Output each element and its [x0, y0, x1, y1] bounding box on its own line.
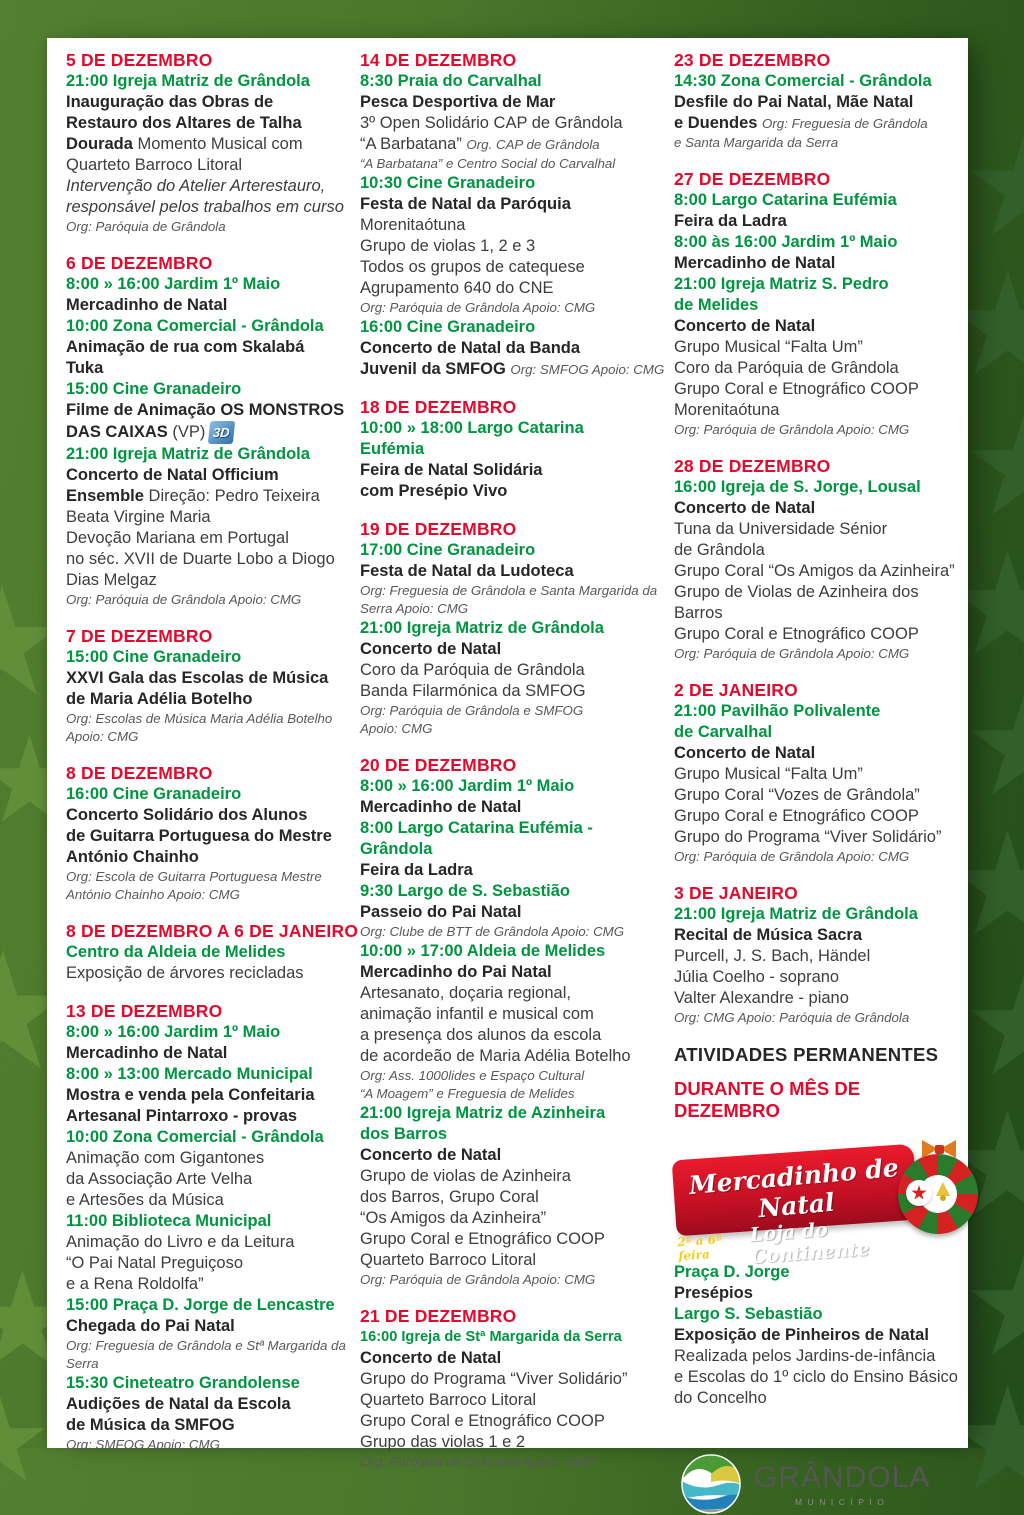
permanent-line: do Concelho [674, 1389, 767, 1407]
event-line: Recital de Música Sacra [674, 926, 863, 944]
event-section [360, 397, 662, 502]
event-line: Restauro dos Altares de Talha [66, 114, 302, 132]
event-line: Filme de Animação OS MONSTROS [66, 401, 345, 419]
star-decoration [968, 690, 1024, 805]
event-line: de Música da SMFOG [66, 1416, 235, 1434]
event-line: “O Pai Natal Preguiçoso [66, 1254, 243, 1272]
permanent-line: Realizada pelos Jardins-de-infância [674, 1347, 936, 1365]
event-section [360, 1306, 662, 1471]
event-line: Coro da Paróquia de Grândola [360, 661, 585, 679]
event-line: de Grândola [674, 541, 765, 559]
date-heading: 2 DE JANEIRO [674, 680, 798, 700]
text-run: “A Barbatana” [360, 135, 467, 153]
event-line: Org: Paróquia de Grândola Apoio: CMG [66, 592, 302, 607]
event-line: Todos os grupos de catequese [360, 258, 585, 276]
event-line: Centro da Aldeia de Melides [66, 943, 286, 961]
event-section [674, 680, 964, 866]
event-line [66, 486, 358, 507]
event-line: Org: Paróquia de Grândola Apoio: CMG [360, 1272, 596, 1287]
events-column-3 [674, 50, 964, 1515]
text-run: Direção: Pedro Teixeira [148, 487, 320, 505]
event-line: Org: Paróquia de Grândola Apoio: CMG [674, 849, 910, 864]
event-line: Animação do Livro e da Leitura [66, 1233, 295, 1251]
event-line: 21:00 Igreja Matriz de Azinheira [360, 1104, 606, 1122]
event-line: 15:30 Cineteatro Grandolense [66, 1374, 300, 1392]
event-line: Beata Virgine Maria [66, 508, 211, 526]
date-heading: 14 DE DEZEMBRO [360, 50, 517, 70]
event-line: Concerto de Natal [360, 1349, 502, 1367]
event-line: Concerto de Natal [674, 499, 816, 517]
event-line: “A Moagem” e Freguesia de Melides [360, 1086, 575, 1101]
event-line: Apoio: CMG [66, 729, 139, 744]
event-line: responsável pelos trabalhos em curso [66, 198, 344, 216]
event-line: XXVI Gala das Escolas de Música [66, 669, 329, 687]
text-run: Juvenil da SMFOG [360, 360, 511, 378]
event-line: Passeio do Pai Natal [360, 903, 522, 921]
event-line: 10:00 » 18:00 Largo Catarina [360, 419, 584, 437]
event-line: Chegada do Pai Natal [66, 1317, 235, 1335]
event-line: Grupo de violas 1, 2 e 3 [360, 237, 536, 255]
event-line: de Melides [674, 296, 759, 314]
event-line: Serra [66, 1356, 99, 1371]
event-line: Pesca Desportiva de Mar [360, 93, 556, 111]
ribbon-shape [672, 1144, 919, 1269]
event-section [674, 50, 964, 152]
event-line: dos Barros, Grupo Coral [360, 1188, 539, 1206]
event-line: Festa de Natal da Paróquia [360, 195, 571, 213]
wreath-icon [898, 1154, 978, 1234]
event-line: Feira de Natal Solidária [360, 461, 543, 479]
date-heading: 3 DE JANEIRO [674, 883, 798, 903]
event-line: 11:00 Biblioteca Municipal [66, 1212, 272, 1230]
event-line: Org: Paróquia de Grândola [66, 219, 226, 234]
event-line: 10:00 Zona Comercial - Grândola [66, 317, 324, 335]
date-heading: 28 DE DEZEMBRO [674, 456, 831, 476]
event-line: Feira da Ladra [674, 212, 787, 230]
event-line: Dias Melgaz [66, 571, 157, 589]
event-line: Inauguração das Obras de [66, 93, 274, 111]
event-line: Org: Paróquia de Grândola Apoio: CMG [674, 646, 910, 661]
event-line: Morenitaótuna [674, 401, 780, 419]
event-line: 8:00 » 16:00 Jardim 1º Maio [360, 777, 575, 795]
text-run: DAS CAIXAS [66, 423, 173, 441]
event-line: Org: SMFOG Apoio: CMG [66, 1437, 220, 1452]
grandola-logo [680, 1453, 964, 1515]
event-line: e a Rena Roldolfa” [66, 1275, 204, 1293]
event-section [66, 626, 358, 746]
date-heading: 8 DE DEZEMBRO A 6 DE JANEIRO [66, 921, 359, 941]
event-line: Org: Paróquia de Grândola Apoio: CMG [360, 300, 596, 315]
event-line: 8:00 » 16:00 Jardim 1º Maio [66, 1023, 281, 1041]
event-section [66, 921, 358, 984]
event-line: Artesanato, doçaria regional, [360, 984, 571, 1002]
event-line: Org: Escola de Guitarra Portuguesa Mestre [66, 869, 322, 884]
event-line: Quarteto Barroco Litoral [66, 156, 243, 174]
permanent-line: e Escolas do 1º ciclo do Ensino Básico [674, 1368, 958, 1386]
date-heading: 20 DE DEZEMBRO [360, 755, 517, 775]
events-column-1 [66, 50, 358, 1471]
event-line: Quarteto Barroco Litoral [360, 1251, 537, 1269]
star-decoration [968, 410, 1024, 525]
event-line: 10:00 » 17:00 Aldeia de Melides [360, 942, 606, 960]
text-run: Org: Freguesia de Grândola [762, 116, 928, 131]
event-section [66, 763, 358, 904]
date-heading: 5 DE DEZEMBRO [66, 50, 213, 70]
event-line: de acordeão de Maria Adélia Botelho [360, 1047, 631, 1065]
event-line [360, 359, 665, 380]
event-line: Org: Paróquia de Grândola Apoio: CMG [360, 1454, 596, 1469]
banner-schedule: 2ª a 6ª feira [676, 1232, 723, 1264]
event-line: 21:00 Igreja Matriz de Grândola [674, 905, 918, 923]
event-line: Concerto de Natal [674, 317, 816, 335]
event-line: “Os Amigos da Azinheira” [360, 1209, 547, 1227]
permanent-activities-subheading: DURANTE O MÊS DE DEZEMBRO [674, 1078, 861, 1121]
event-line: com Presépio Vivo [360, 482, 508, 500]
event-line: Valter Alexandre - piano [674, 989, 849, 1007]
event-line: Grupo Coral e Etnográfico COOP [360, 1412, 605, 1430]
event-line: Tuna da Universidade Sénior [674, 520, 888, 538]
event-line: Mercadinho do Pai Natal [360, 963, 552, 981]
event-section [360, 50, 665, 380]
event-line: Feira da Ladra [360, 861, 473, 879]
event-line: 16:00 Cine Granadeiro [66, 785, 242, 803]
permanent-activities-heading: ATIVIDADES PERMANENTES [674, 1044, 939, 1065]
event-line: Júlia Coelho - soprano [674, 968, 840, 986]
event-line: Grupo Coral “Os Amigos da Azinheira” [674, 562, 955, 580]
event-line [360, 134, 662, 155]
events-column-2 [360, 50, 665, 1488]
event-line: 21:00 Igreja Matriz de Grândola [66, 445, 310, 463]
event-line: 14:30 Zona Comercial - Grândola [674, 72, 932, 90]
grandola-emblem-icon [680, 1453, 742, 1515]
event-line: Grupo Coral e Etnográfico COOP [674, 807, 919, 825]
event-line: de Guitarra Portuguesa do Mestre [66, 827, 332, 845]
event-line: Grândola [360, 840, 433, 858]
event-line: Grupo de violas de Azinheira [360, 1167, 571, 1185]
event-line: dos Barros [360, 1125, 448, 1143]
event-line: 15:00 Cine Granadeiro [66, 380, 242, 398]
event-line: Org: Ass. 1000lides e Espaço Cultural [360, 1068, 585, 1083]
event-line: 3º Open Solidário CAP de Grândola [360, 114, 623, 132]
event-section [674, 456, 964, 663]
bow-icon [922, 1140, 956, 1162]
event-line: e Artesões da Música [66, 1191, 224, 1209]
event-line: Apoio: CMG [360, 721, 433, 736]
event-line: Animação com Gigantones [66, 1149, 265, 1167]
date-heading: 19 DE DEZEMBRO [360, 519, 517, 539]
event-line: Concerto de Natal [360, 1146, 502, 1164]
event-line: Mercadinho de Natal [674, 254, 836, 272]
event-line: 8:00 Largo Catarina Eufémia - [360, 819, 593, 837]
event-line: 8:00 » 16:00 Jardim 1º Maio [66, 275, 281, 293]
star-decoration [968, 1250, 1024, 1365]
program-sheet [47, 38, 968, 1507]
event-line: Concerto Solidário dos Alunos [66, 806, 308, 824]
event-line: Desfile do Pai Natal, Mãe Natal [674, 93, 914, 111]
event-line: a presença dos alunos da escola [360, 1026, 602, 1044]
event-section [360, 519, 662, 738]
permanent-line: Exposição de Pinheiros de Natal [674, 1326, 929, 1344]
event-line: 21:00 Igreja Matriz de Grândola [66, 72, 310, 90]
event-line: 16:00 Igreja de S. Jorge, Lousal [674, 478, 921, 496]
event-line: Exposição de árvores recicladas [66, 964, 304, 982]
event-line: de Carvalhal [674, 723, 773, 741]
event-line: 17:00 Cine Granadeiro [360, 541, 536, 559]
event-line: Grupo do Programa “Viver Solidário” [674, 828, 942, 846]
event-line: Grupo Coral e Etnográfico COOP [360, 1230, 605, 1248]
permanent-line: Presépios [674, 1284, 753, 1302]
event-line: Quarteto Barroco Litoral [360, 1391, 537, 1409]
event-line: Concerto de Natal Officium [66, 466, 279, 484]
event-line: Org: Freguesia de Grândola e Stª Margarida da [66, 1338, 346, 1353]
event-line: Org: Paróquia de Grândola Apoio: CMG [674, 422, 910, 437]
date-heading: 13 DE DEZEMBRO [66, 1001, 223, 1021]
permanent-line: Praça D. Jorge [674, 1263, 790, 1281]
event-line: Banda Filarmónica da SMFOG [360, 682, 586, 700]
date-heading: 8 DE DEZEMBRO [66, 763, 213, 783]
mercadinho-banner [674, 1138, 974, 1269]
event-line: 21:00 Igreja Matriz de Grândola [360, 619, 604, 637]
event-line: Intervenção do Atelier Arterestauro, [66, 177, 326, 195]
event-line [66, 421, 358, 444]
event-line: no séc. XVII de Duarte Lobo a Diogo [66, 550, 335, 568]
event-line: animação infantil e musical com [360, 1005, 594, 1023]
event-line: Devoção Mariana em Portugal [66, 529, 289, 547]
banner-title: Mercadinho de Natal [687, 1152, 900, 1224]
text-run: Org: SMFOG Apoio: CMG [510, 362, 665, 377]
event-section [66, 253, 358, 609]
logo-subtitle: MUNICÍPIO [795, 1497, 890, 1507]
event-line: Morenitaótuna [360, 216, 466, 234]
event-line: António Chainho Apoio: CMG [66, 887, 240, 902]
event-line: Org: Freguesia de Grândola e Santa Margarida da [360, 583, 658, 598]
event-section [674, 169, 964, 439]
event-line: Grupo Musical “Falta Um” [674, 765, 863, 783]
event-line: 21:00 Igreja Matriz S. Pedro [674, 275, 889, 293]
event-line: Grupo das violas 1 e 2 [360, 1433, 526, 1451]
event-line: Purcell, J. S. Bach, Händel [674, 947, 871, 965]
date-heading: 6 DE DEZEMBRO [66, 253, 213, 273]
event-line: 16:00 Igreja de Stª Margarida da Serra [360, 1329, 622, 1345]
permanent-line: Largo S. Sebastião [674, 1305, 823, 1323]
event-line: 9:30 Largo de S. Sebastião [360, 882, 570, 900]
text-run: Ensemble [66, 487, 149, 505]
event-line: 15:00 Praça D. Jorge de Lencastre [66, 1296, 335, 1314]
event-line: Animação de rua com Skalabá [66, 338, 305, 356]
event-line: 16:00 Cine Granadeiro [360, 318, 536, 336]
event-line: Org: CMG Apoio: Paróquia de Grândola [674, 1010, 910, 1025]
event-line: 8:00 » 13:00 Mercado Municipal [66, 1065, 313, 1083]
text-run: Momento Musical com [137, 135, 303, 153]
event-line: Grupo Coral e Etnográfico COOP [674, 380, 919, 398]
event-line: Concerto de Natal [360, 640, 502, 658]
event-line: 8:00 às 16:00 Jardim 1º Maio [674, 233, 898, 251]
event-line: 8:00 Largo Catarina Eufémia [674, 191, 897, 209]
event-line: de Maria Adélia Botelho [66, 690, 253, 708]
event-line: Concerto de Natal [674, 744, 816, 762]
event-line: da Associação Arte Velha [66, 1170, 253, 1188]
permanent-activities-list [674, 1262, 964, 1409]
event-line: Org: Paróquia de Grândola e SMFOG [360, 703, 584, 718]
event-line: 15:00 Cine Granadeiro [66, 648, 242, 666]
event-line: Barros [674, 604, 723, 622]
date-heading: 23 DE DEZEMBRO [674, 50, 831, 70]
text-run: Dourada [66, 135, 138, 153]
event-line: Org: Escolas de Música Maria Adélia Botelho [66, 711, 333, 726]
event-line: Agrupamento 640 do CNE [360, 279, 554, 297]
event-section [66, 50, 358, 236]
event-line: Grupo do Programa “Viver Solidário” [360, 1370, 628, 1388]
event-section [66, 1001, 358, 1454]
event-line: Org: Clube de BTT de Grândola Apoio: CMG [360, 924, 625, 939]
event-section [360, 755, 662, 1289]
event-line: Audições de Natal da Escola [66, 1395, 291, 1413]
text-run: Org. CAP de Grândola [466, 137, 600, 152]
event-line [674, 113, 964, 134]
event-line: Grupo Coral “Vozes de Grândola” [674, 786, 920, 804]
event-line: Grupo Musical “Falta Um” [674, 338, 863, 356]
bell-icon [934, 1182, 952, 1202]
event-line [66, 134, 358, 155]
event-line: Mercadinho de Natal [66, 296, 228, 314]
event-line: “A Barbatana” e Centro Social do Carvalhal [360, 156, 616, 171]
event-line: Mercadinho de Natal [66, 1044, 228, 1062]
text-run: e Duendes [674, 114, 763, 132]
event-line: Grupo de Violas de Azinheira dos [674, 583, 919, 601]
event-line: 21:00 Pavilhão Polivalente [674, 702, 881, 720]
banner-store: Loja do Continente [749, 1218, 871, 1269]
event-line: Festa de Natal da Ludoteca [360, 562, 574, 580]
event-line: Coro da Paróquia de Grândola [674, 359, 899, 377]
event-line: Artesanal Pintarroxo - provas [66, 1107, 298, 1125]
event-line: Mostra e venda pela Confeitaria [66, 1086, 315, 1104]
date-heading: 21 DE DEZEMBRO [360, 1306, 517, 1326]
star-decoration [968, 130, 1024, 245]
text-run: (VP) [172, 423, 206, 441]
date-heading: 7 DE DEZEMBRO [66, 626, 213, 646]
event-line: Concerto de Natal da Banda [360, 339, 581, 357]
date-heading: 18 DE DEZEMBRO [360, 397, 517, 417]
event-line: Grupo Coral e Etnográfico COOP [674, 625, 919, 643]
event-line: 10:30 Cine Granadeiro [360, 174, 536, 192]
event-line: e Santa Margarida da Serra [674, 135, 839, 150]
3d-icon: 3D [208, 421, 235, 444]
star-decoration [0, 1395, 47, 1490]
date-heading: 27 DE DEZEMBRO [674, 169, 831, 189]
event-section [674, 883, 964, 1027]
event-line: Mercadinho de Natal [360, 798, 522, 816]
star-decoration [968, 970, 1024, 1085]
event-line: 10:00 Zona Comercial - Grândola [66, 1128, 324, 1146]
event-line: Eufémia [360, 440, 425, 458]
event-line: Tuka [66, 359, 104, 377]
event-line: 8:30 Praia do Carvalhal [360, 72, 542, 90]
logo-name: GRÂNDOLA [754, 1461, 931, 1494]
event-line: Serra Apoio: CMG [360, 601, 469, 616]
event-line: António Chainho [66, 848, 199, 866]
